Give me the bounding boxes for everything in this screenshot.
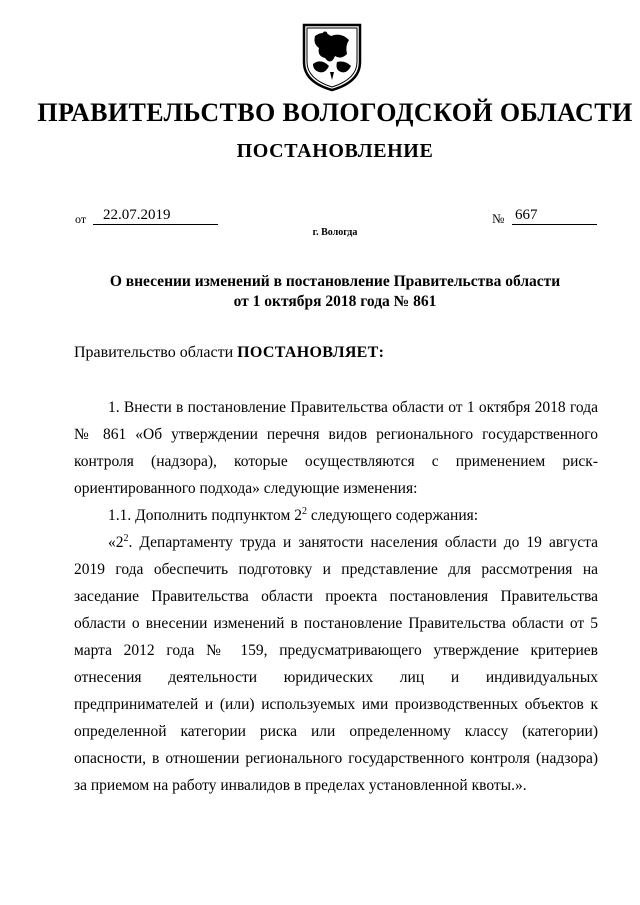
paragraph-3-superscript: 2 [123, 532, 129, 544]
number-label: № [492, 211, 505, 226]
paragraph-1: 1. Внести в постановление Правительства области от 1 октября 2018 года № 861 «Об утверждении перечня видов регионального государственного контроля (надзора), которые осуществляются с применением риск-ориентированного подхода» следующие изменения: [74, 399, 598, 497]
decree-lead: Правительство области [74, 344, 238, 361]
decree-statement [74, 344, 384, 362]
date-label: от [75, 212, 87, 226]
government-title: ПРАВИТЕЛЬСТВО ВОЛОГОДСКОЙ ОБЛАСТИ [37, 98, 633, 127]
document-type-title: ПОСТАНОВЛЕНИЕ [236, 140, 434, 162]
paragraph-3-text: «2 [108, 534, 124, 551]
coat-of-arms-icon [301, 22, 363, 92]
document-number: 667 [512, 207, 597, 225]
subject-line-2: от 1 октября 2018 года № 861 [233, 293, 437, 310]
paragraph-2-text: 1.1. Дополнить подпунктом 2 [108, 507, 302, 524]
document-body [74, 394, 598, 799]
paragraph-2 [74, 502, 598, 529]
decree-keyword: ПОСТАНОВЛЯЕТ: [237, 344, 385, 361]
document-date: 22.07.2019 [93, 207, 218, 225]
document-subject [60, 272, 610, 312]
paragraph-2-text-end: следующего содержания: [306, 507, 479, 524]
paragraph-2-superscript: 2 [301, 505, 307, 517]
paragraph-3 [74, 529, 598, 799]
paragraph-3-text-end: . Департаменту труда и занятости населения области до 19 августа 2019 года обеспечить подготовку и представление для рассмотрения на заседание Правительства области проекта постановления Правительства области о внесении изменений в постановление Правительства области от 5 марта 2012 года № 159, предусматривающего утверждение критериев отнесения деятельности юридических лиц и индивидуальных предпринимателей и (или) используемых ими производственных объектов к определенной категории риска или определенному классу (категории) опасности, в отношении регионального государственного контроля (надзора) за приемом на работу инвалидов в пределах установленной квоты.». [74, 534, 598, 794]
subject-line-1: О внесении изменений в постановление Правительства области [109, 273, 561, 290]
city-label: г. Вологда [312, 227, 358, 238]
